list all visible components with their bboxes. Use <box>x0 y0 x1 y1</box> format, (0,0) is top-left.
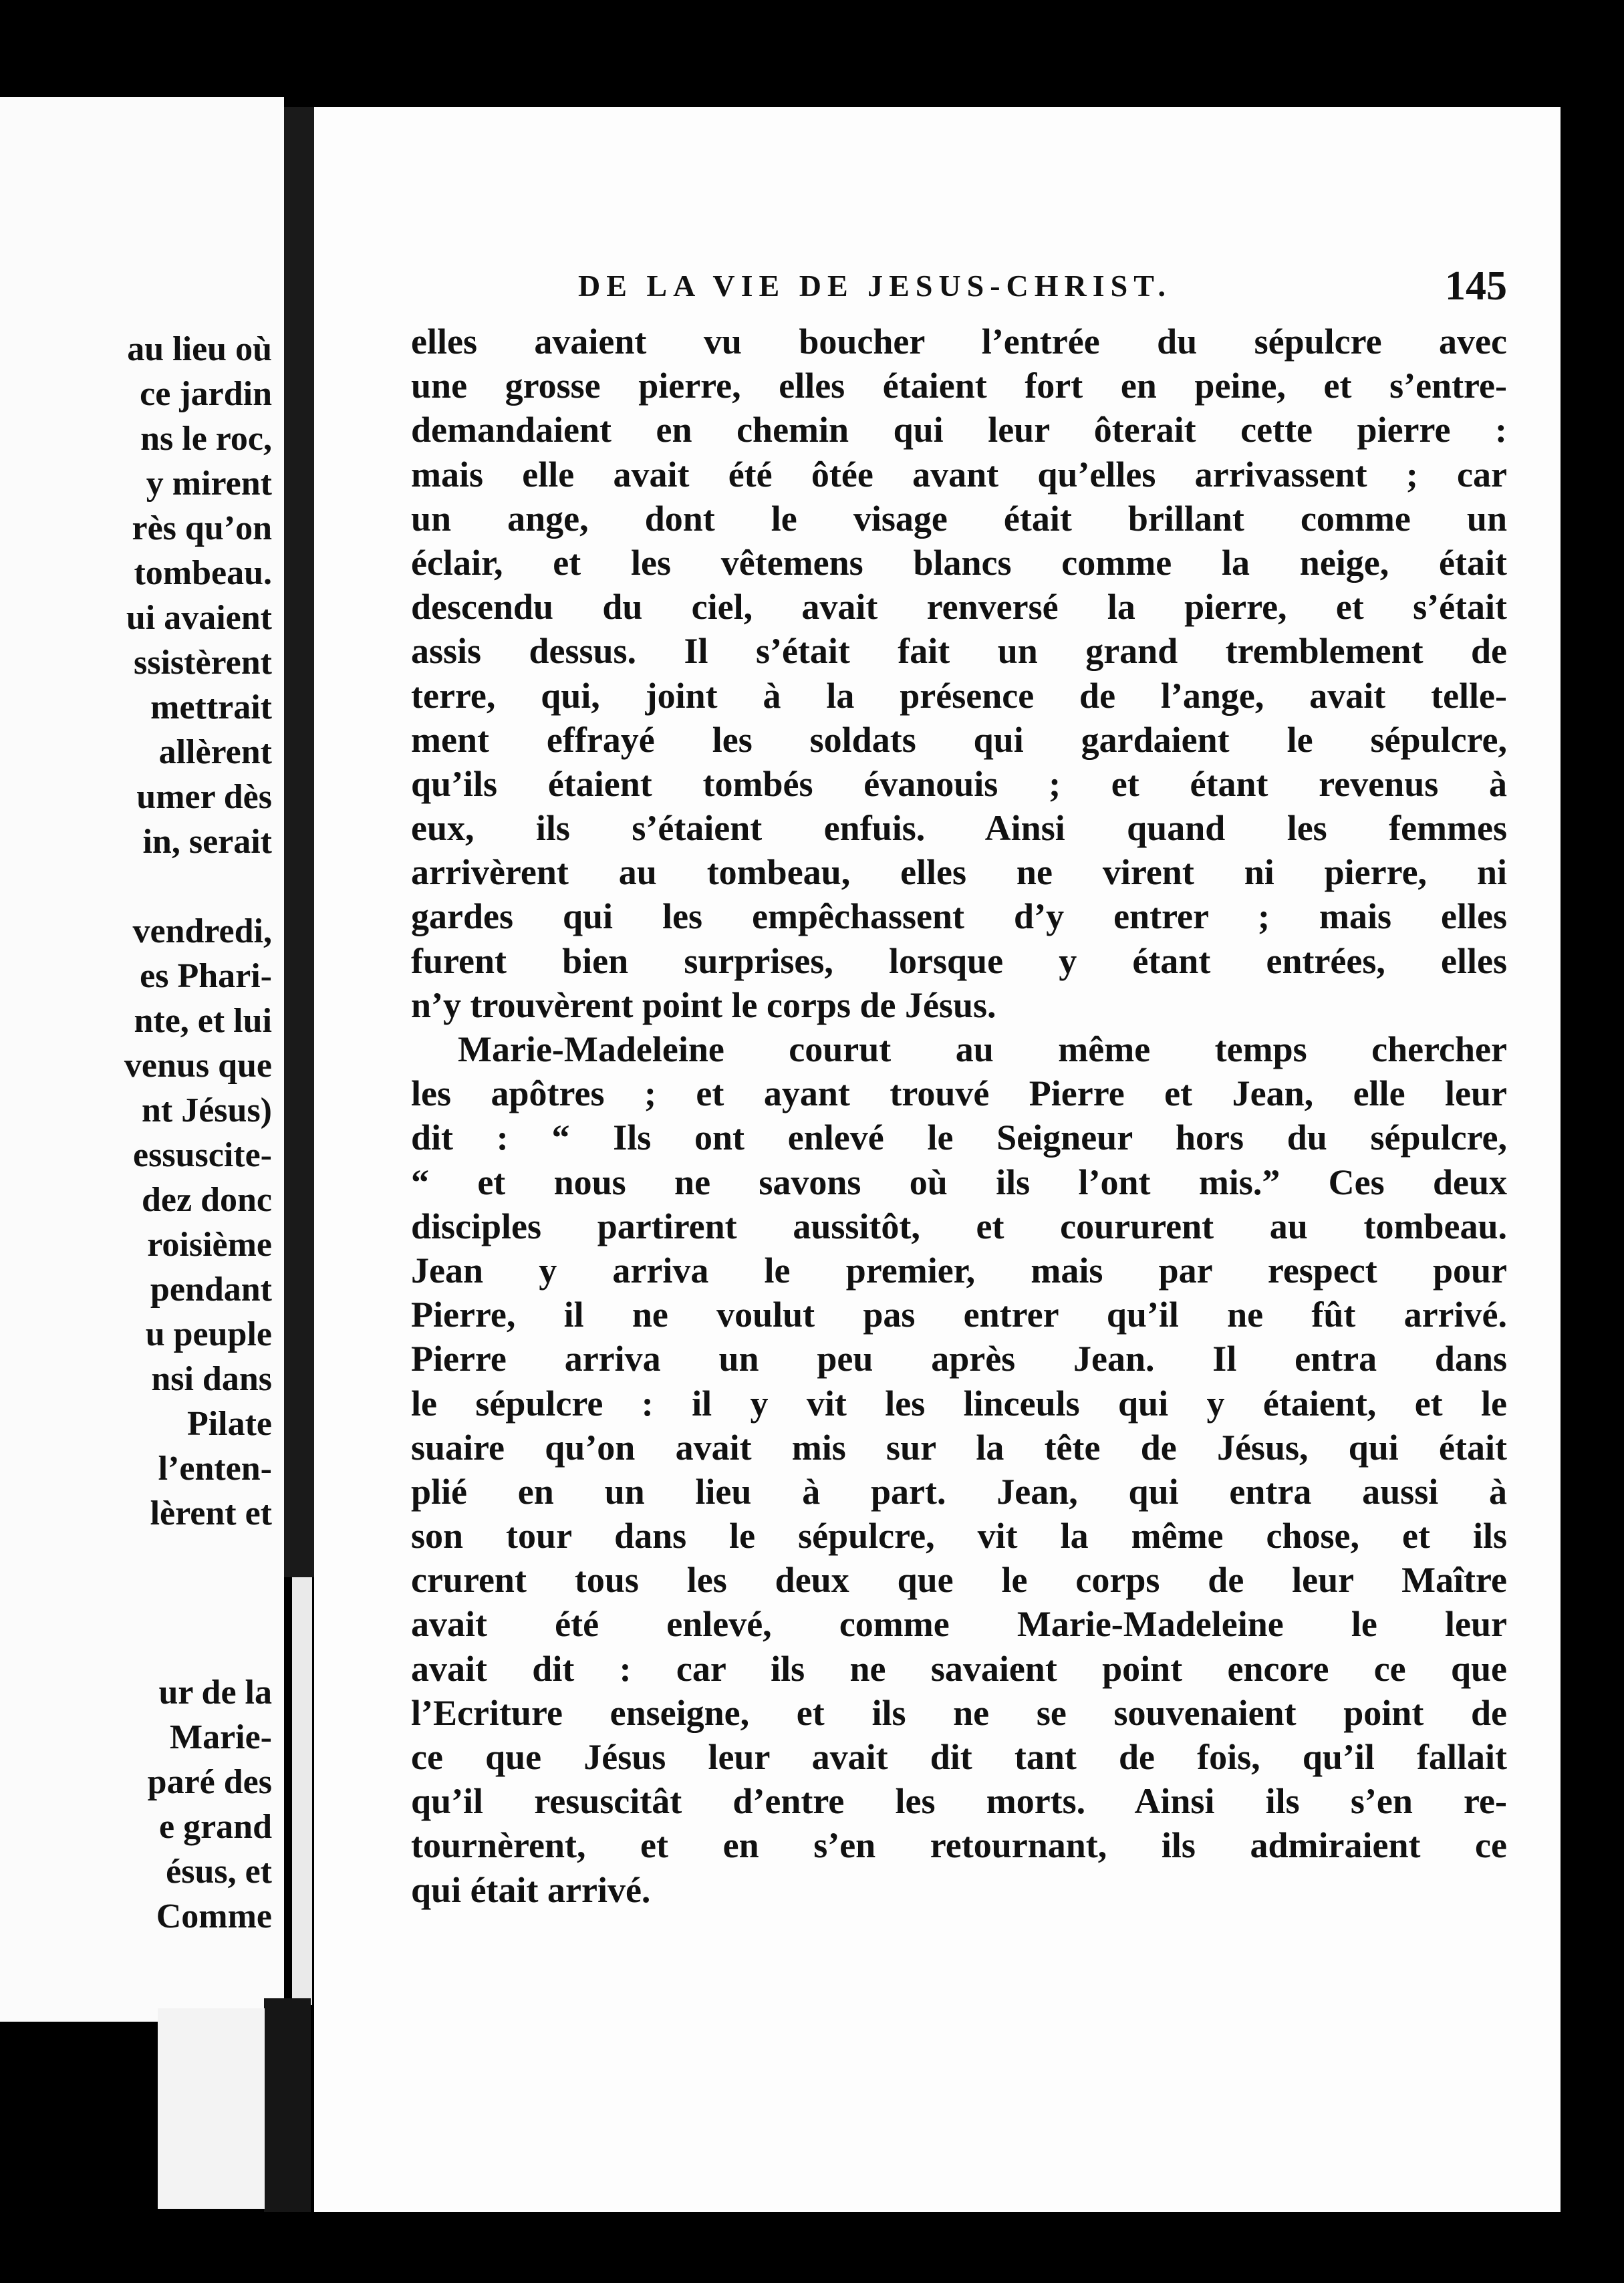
left-text-fragment: es Phari- <box>140 957 272 995</box>
text-line: gardes qui les empêchassent d’y entrer ; mais elles <box>411 896 1507 937</box>
book-spine <box>284 107 314 1577</box>
text-line: son tour dans le sépulcre, vit la même chose, et ils <box>411 1516 1507 1557</box>
text-line: furent bien surprises, lorsque y étant entrées, elles <box>411 940 1507 981</box>
left-text-fragment: nt Jésus) <box>141 1091 272 1129</box>
page-corner-flap <box>158 2008 265 2209</box>
text-line: un ange, dont le visage était brillant comme un <box>411 498 1507 539</box>
text-line: dit : “ Ils ont enlevé le Seigneur hors du sépulcre, <box>411 1117 1507 1158</box>
text-line: disciples partirent aussitôt, et coururent au tombeau. <box>411 1206 1507 1246</box>
left-text-fragment: ui avaient <box>126 599 272 637</box>
left-text-fragment <box>0 1581 272 1625</box>
left-text-fragment: ns le roc, <box>140 420 272 458</box>
text-line: assis dessus. Il s’était fait un grand tremblement de <box>411 631 1507 672</box>
left-text-fragment: umer dès <box>136 778 272 816</box>
left-text-fragment: au lieu où <box>127 330 272 368</box>
text-line: qu’il resuscitât d’entre les morts. Ainsi ils s’en re- <box>411 1781 1507 1822</box>
left-page-text <box>0 327 272 1939</box>
spine-lower-shadow <box>264 1998 311 2212</box>
left-text-fragment: allèrent <box>158 733 272 771</box>
spine-gap <box>292 1577 312 2005</box>
left-text-fragment: u peuple <box>145 1315 272 1353</box>
page-number: 145 <box>1445 263 1507 309</box>
left-text-fragment: nte, et lui <box>134 1002 272 1040</box>
text-line: Jean y arriva le premier, mais par respect pour <box>411 1250 1507 1291</box>
text-line: suaire qu’on avait mis sur la tête de Jésus, qui était <box>411 1427 1507 1468</box>
left-text-fragment: l’enten- <box>158 1450 272 1488</box>
text-line: terre, qui, joint à la présence de l’ange, avait telle- <box>411 675 1507 716</box>
left-text-fragment <box>0 1536 272 1581</box>
left-text-fragment: vendredi, <box>132 912 272 950</box>
left-text-fragment: rès qu’on <box>132 509 272 547</box>
left-text-fragment: ce jardin <box>140 375 272 413</box>
text-line: ce que Jésus leur avait dit tant de fois, qu’il fallait <box>411 1737 1507 1777</box>
running-title: DE LA VIE DE JESUS-CHRIST. <box>578 269 1172 303</box>
left-text-fragment: e grand <box>159 1808 272 1846</box>
left-text-fragment: venus que <box>124 1047 272 1085</box>
left-text-fragment: nsi dans <box>151 1360 272 1398</box>
text-line: Marie-Madeleine courut au même temps chercher <box>458 1029 1507 1069</box>
text-line: eux, ils s’étaient enfuis. Ainsi quand les femmes <box>411 808 1507 849</box>
text-line: l’Ecriture enseigne, et ils ne se souvenaient point de <box>411 1692 1507 1733</box>
left-text-fragment: tombeau. <box>134 554 272 592</box>
left-text-fragment: in, serait <box>142 823 272 861</box>
text-line: ment effrayé les soldats qui gardaient le sépulcre, <box>411 719 1507 760</box>
left-text-fragment: y mirent <box>146 464 272 503</box>
text-line: qu’ils étaient tombés évanouis ; et étant revenus à <box>411 763 1507 804</box>
text-line: arrivèrent au tombeau, elles ne virent ni pierre, ni <box>411 852 1507 893</box>
text-line: n’y trouvèrent point le corps de Jésus. <box>411 984 996 1025</box>
text-line: les apôtres ; et ayant trouvé Pierre et Jean, elle leur <box>411 1073 1507 1114</box>
running-head <box>578 259 1507 313</box>
left-text-fragment: essuscite- <box>133 1136 272 1174</box>
left-text-fragment: Pilate <box>186 1405 272 1443</box>
left-text-fragment: roisième <box>147 1226 272 1264</box>
left-facing-page <box>0 97 284 2022</box>
text-line: tournèrent, et en s’en retournant, ils admiraient ce <box>411 1825 1507 1866</box>
left-text-fragment: pendant <box>150 1270 272 1309</box>
text-line: elles avaient vu boucher l’entrée du sépulcre avec <box>411 321 1507 362</box>
text-line: qui était arrivé. <box>411 1869 651 1910</box>
text-line: plié en un lieu à part. Jean, qui entra aussi à <box>411 1471 1507 1512</box>
left-text-fragment: paré des <box>147 1763 272 1801</box>
text-line: demandaient en chemin qui leur ôterait cette pierre : <box>411 410 1507 450</box>
left-text-fragment: dez donc <box>142 1181 272 1219</box>
left-text-fragment: ssistèrent <box>133 644 272 682</box>
left-text-fragment: lèrent et <box>150 1494 272 1532</box>
left-text-fragment <box>0 864 272 909</box>
text-line: éclair, et les vêtemens blancs comme la neige, était <box>411 542 1507 583</box>
text-line: avait dit : car ils ne savaient point encore ce que <box>411 1648 1507 1689</box>
text-line: Pierre arriva un peu après Jean. Il entra dans <box>411 1339 1507 1379</box>
text-line: “ et nous ne savons où ils l’ont mis.” Ces deux <box>411 1162 1507 1202</box>
text-line: une grosse pierre, elles étaient fort en peine, et s’entre- <box>411 366 1507 406</box>
left-text-fragment: ur de la <box>158 1673 272 1712</box>
text-line: mais elle avait été ôtée avant qu’elles arrivassent ; car <box>411 454 1507 495</box>
left-text-fragment: ésus, et <box>166 1853 272 1891</box>
left-text-fragment: Marie- <box>169 1718 272 1756</box>
body-text <box>411 319 1507 1912</box>
right-page <box>314 107 1561 2212</box>
text-line: Pierre, il ne voulut pas entrer qu’il ne fût arrivé. <box>411 1295 1507 1335</box>
text-line: le sépulcre : il y vit les linceuls qui y étaient, et le <box>411 1383 1507 1424</box>
text-line: crurent tous les deux que le corps de leur Maître <box>411 1560 1507 1601</box>
text-line: descendu du ciel, avait renversé la pierre, et s’était <box>411 587 1507 628</box>
left-text-fragment <box>0 1625 272 1670</box>
left-text-fragment: Comme <box>156 1897 272 1935</box>
text-line: avait été enlevé, comme Marie-Madeleine le leur <box>411 1604 1507 1645</box>
left-text-fragment: mettrait <box>150 688 272 726</box>
